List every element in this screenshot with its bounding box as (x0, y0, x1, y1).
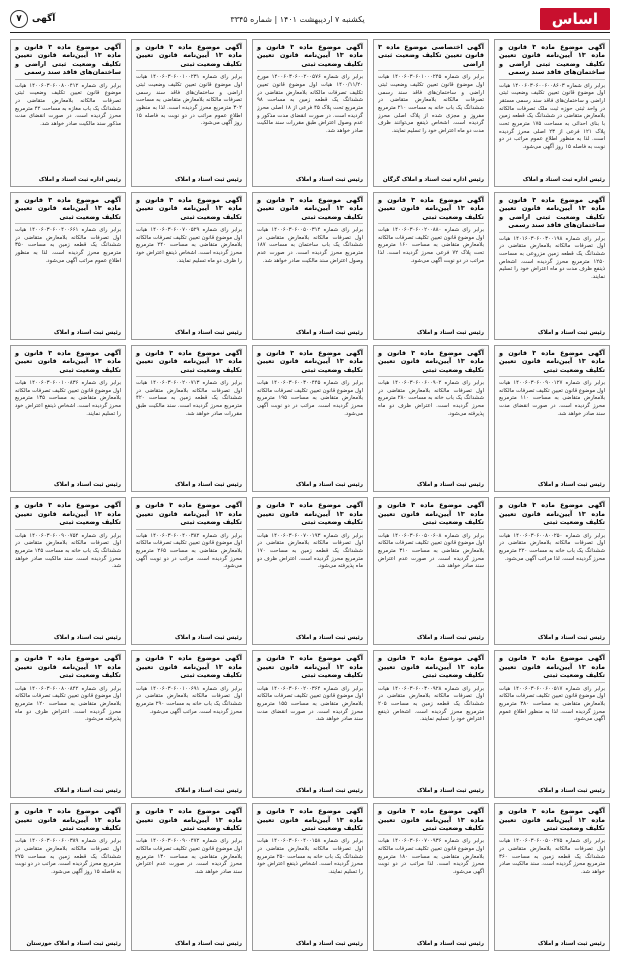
notice-signature: رئیس ثبت اسناد و املاک (537, 635, 605, 642)
legal-notice (131, 192, 247, 340)
legal-notice (373, 497, 489, 645)
notice-signature: رئیس اداره ثبت اسناد و املاک (38, 176, 121, 183)
notice-body: برابر رای شماره ۱۴۰۰۶۰۳۰۶۰۰۵۰۰۲۷۵ هیات اول تصرفات مالکانه بلامعارض متقاضی در ششدانگ یک قطعه زمین به مساحت ۳۶۰ مترمربع محرز گردیده است. سند مالکیت صادر خواهد شد. (499, 838, 605, 876)
notice-signature: رئیس ثبت اسناد و املاک (416, 788, 484, 795)
notice-signature: رئیس ثبت اسناد و املاک (537, 329, 605, 336)
notice-title: آگهی موضوع ماده ۳ قانون و ماده ۱۳ آیین‌نامه قانون تعیین تکلیف وضعیت ثبتی (257, 501, 363, 529)
notice-signature: رئیس اداره ثبت اسناد و املاک (522, 176, 605, 183)
legal-notice (10, 39, 126, 187)
legal-notice (10, 345, 126, 493)
section-title: آگهی (32, 14, 56, 24)
notice-body: برابر رای شماره ۱۴۰۰۶۰۳۰۶۰۰۴۰۰۶۶۱ هیات اول تصرفات مالکانه بلامعارض متقاضی در ششدانگ یک قطعه زمین به مساحت ۳۵۰ مترمربع محرز گردیده است. لذا به منظور اطلاع عموم مراتب آگهی می‌شود. (15, 227, 121, 264)
notice-signature: رئیس اداره ثبت اسناد و املاک گرگان (382, 176, 484, 183)
notice-signature: رئیس ثبت اسناد و املاک (295, 176, 363, 183)
notice-title: آگهی موضوع ماده ۳ قانون و ماده ۱۳ آیین‌نامه قانون تعیین تکلیف وضعیت ثبتی (15, 654, 121, 682)
legal-notice (494, 803, 610, 951)
legal-notice (131, 39, 247, 187)
notice-body: برابر رای شماره ۱۴۰۰۶۰۳۰۶۰۰۴۰۰۳۸۲ هیات اول موضوع قانون تعیین تکلیف تصرفات مالکانه بلامعارض متقاضی به مساحت ۲۶۵ مترمربع محرز گردیده است. مراتب در دو نوبت آگهی می‌شود. (136, 532, 242, 570)
notice-body: برابر رای شماره ۱۴۰۱۶۰۳۰۶۰۰۳۰۰۱۹۸ هیات اول تصرفات مالکانه بلامعارض متقاضی در ششدانگ یک قطعه زمین مزروعی به مساحت ۱۲۵۰ مترمربع محرز گردیده است. اشخاص ذینفع ظرف مدت دو ماه اعتراض خود را تسلیم نمایند. (499, 235, 605, 280)
notice-body: برابر رای شماره ۱۴۰۰۶۰۳۰۶۰۱۰۰۰۲۴۵ هیات اول موضوع قانون تعیین تکلیف وضعیت ثبتی اراضی و ساختمان‌های فاقد سند رسمی تصرفات مالکانه بلامعارض متقاضی در ششدانگ یک باب خانه به مساحت ۲۱۰ مترمربع مفروز و مجزی شده از پلاک اصلی محرز گردیده است. اشخاص ذینفع می‌توانند ظرف مدت دو ماه اعتراض خود را تسلیم نمایند. (378, 74, 484, 135)
notices-grid (10, 39, 610, 951)
notice-signature: رئیس ثبت اسناد و املاک (537, 788, 605, 795)
notice-signature: رئیس ثبت اسناد و املاک (53, 482, 121, 489)
notice-body: برابر رای شماره ۱۴۰۰۶۰۳۰۶۰۰۹۰۰۱۲۷ هیات اول موضوع قانون تعیین تکلیف تصرفات مالکانه بلامعارض متقاضی به مساحت ۱۱۰ مترمربع محرز گردیده است. در صورت انقضای مدت سند صادر خواهد شد. (499, 379, 605, 417)
notice-title: آگهی موضوع ماده ۳ قانون و ماده ۱۳ آیین‌نامه قانون تعیین تکلیف وضعیت ثبتی (257, 43, 363, 71)
notice-signature: رئیس ثبت اسناد و املاک (53, 635, 121, 642)
issue-info: یکشنبه ۷ اردیبهشت ۱۴۰۱ | شماره ۳۳۴۵ (230, 14, 365, 24)
legal-notice (131, 650, 247, 798)
notice-signature: رئیس ثبت اسناد و املاک (53, 329, 121, 336)
legal-notice (494, 39, 610, 187)
notice-body: برابر رای شماره ۱۴۰۰۶۰۳۰۶۰۰۵۰۰۳۱۴ هیات اول تصرفات مالکانه بلامعارض متقاضی در ششدانگ یک باب ساختمان به مساحت ۱۸۷ مترمربع محرز گردیده است. در صورت عدم وصول اعتراض سند مالکیت صادر خواهد شد. (257, 227, 363, 264)
legal-notice (373, 39, 489, 187)
legal-notice (494, 345, 610, 493)
notice-body: برابر رای شماره ۱۴۰۰۶۰۳۰۶۰۰۲۰۰۵۷۶ مورخ ۱۴۰۰/۱۱/۲۰ هیات اول موضوع قانون تعیین تکلیف تصرفات مالکانه بلامعارض متقاضی در ششدانگ یک قطعه زمین به مساحت ۹۸ مترمربع تحت پلاک ۴۵ فرعی از ۱۸ اصلی محرز گردیده است. در صورت انقضای مدت مذکور و عدم وصول اعتراض طبق مقررات سند مالکیت صادر خواهد شد. (257, 74, 363, 135)
legal-notice (373, 192, 489, 340)
legal-notice (252, 497, 368, 645)
legal-notice (252, 192, 368, 340)
notice-title: آگهی موضوع ماده ۳ قانون و ماده ۱۳ آیین‌نامه قانون تعیین تکلیف وضعیت ثبتی (15, 807, 121, 835)
legal-notice (10, 192, 126, 340)
notice-title: آگهی موضوع ماده ۳ قانون و ماده ۱۳ آیین‌نامه قانون تعیین تکلیف وضعیت ثبتی (136, 501, 242, 529)
notice-title: آگهی موضوع ماده ۳ قانون و ماده ۱۳ آیین‌نامه قانون تعیین تکلیف وضعیت ثبتی (15, 196, 121, 224)
notice-body: برابر رای شماره ۱۴۰۰۶۰۳۰۶۰۰۷۰۰۵۲۹ هیات اول موضوع قانون تعیین تکلیف تصرفات مالکانه بلامعارض متقاضی به مساحت ۲۴۰ مترمربع محرز گردیده است. اشخاص ذینفع اعتراض خود را ظرف دو ماه تسلیم نمایند. (136, 227, 242, 264)
notice-signature: رئیس ثبت اسناد و املاک (295, 482, 363, 489)
notice-body: برابر رای شماره ۱۴۰۰۶۰۳۰۶۰۰۵۰۰۶۰۸ هیات اول موضوع قانون تعیین تکلیف تصرفات مالکانه بلامعارض متقاضی به مساحت ۳۱۰ مترمربع محرز گردیده است. در صورت عدم اعتراض سند صادر خواهد شد. (378, 532, 484, 570)
notice-title: آگهی موضوع ماده ۳ قانون و ماده ۱۳ آیین‌نامه قانون تعیین تکلیف وضعیت ثبتی (257, 807, 363, 835)
notice-body: برابر رای شماره ۱۴۰۰۶۰۳۰۶۰۰۸۰۰۲۵۰ هیات اول تصرفات مالکانه بلامعارض متقاضی در ششدانگ یک باب خانه به مساحت ۲۲۰ مترمربع محرز گردیده است. لذا مراتب آگهی می‌شود. (499, 532, 605, 562)
notice-body: برابر رای شماره ۱۴۰۰۶۰۳۰۶۰۰۶۰۰۳۸۹ هیات اول تصرفات مالکانه بلامعارض متقاضی در ششدانگ یک قطعه زمین به مساحت ۲۷۵ مترمربع محرز گردیده است. مراتب در دو نوبت به فاصله ۱۵ روز آگهی می‌شود. (15, 838, 121, 876)
legal-notice (373, 803, 489, 951)
notice-title: آگهی موضوع ماده ۳ قانون و ماده ۱۳ آیین‌نامه قانون تعیین تکلیف وضعیت ثبتی (499, 654, 605, 682)
notice-title: آگهی موضوع ماده ۳ قانون و ماده ۱۳ آیین‌نامه قانون تعیین تکلیف وضعیت ثبتی (378, 196, 484, 224)
notice-body: برابر رای شماره ۱۴۰۰۶۰۳۰۶۰۰۴۰۰۱۵۸ هیات اول تصرفات مالکانه بلامعارض متقاضی در ششدانگ یک باب خانه به مساحت ۲۵۰ مترمربع محرز گردیده است. اشخاص ذینفع اعتراض خود را تسلیم نمایند. (257, 838, 363, 876)
notice-title: آگهی موضوع ماده ۳ قانون و ماده ۱۳ آیین‌نامه قانون تعیین تکلیف وضعیت ثبتی (15, 349, 121, 377)
notice-signature: رئیس ثبت اسناد و املاک (174, 329, 242, 336)
legal-notice (10, 803, 126, 951)
legal-notice (131, 345, 247, 493)
notice-title: آگهی موضوع ماده ۳ قانون و ماده ۱۳ آیین‌نامه قانون تعیین تکلیف وضعیت ثبتی (136, 807, 242, 835)
newspaper-logo: اساس (540, 8, 610, 30)
page-number: ۷ (10, 10, 28, 28)
notice-signature: رئیس ثبت اسناد و املاک (295, 635, 363, 642)
notice-title: آگهی موضوع ماده ۳ قانون و ماده ۱۳ آیین‌نامه قانون تعیین تکلیف وضعیت ثبتی اراضی و ساختمان‌های فاقد سند رسمی (499, 43, 605, 80)
notice-body: برابر رای شماره ۱۴۰۰۶۰۳۰۶۰۰۱۰۰۶۹۱ هیات اول تصرفات مالکانه بلامعارض متقاضی در ششدانگ یک باب خانه به مساحت ۲۹۰ مترمربع محرز گردیده است. مراتب آگهی می‌شود. (136, 685, 242, 715)
notice-body: برابر رای شماره ۱۴۰۰۶۰۳۰۶۰۰۶۰۰۸۶۰۳ هیات اول موضوع قانون تعیین تکلیف وضعیت ثبتی اراضی و ساختمان‌های فاقد سند رسمی مستقر در واحد ثبتی حوزه ثبت ملک تصرفات مالکانه بلامعارض متقاضی در ششدانگ یک قطعه زمین با بنای احداثی به مساحت ۱۷۵ مترمربع تحت پلاک ۱۲۱ فرعی از ۲۳ اصلی محرز گردیده است. لذا به منظور اطلاع عموم مراتب در دو نوبت به فاصله ۱۵ روز آگهی می‌شود. (499, 82, 605, 151)
legal-notice (252, 39, 368, 187)
notice-signature: رئیس ثبت اسناد و املاک (174, 482, 242, 489)
notice-title: آگهی موضوع ماده ۳ قانون و ماده ۱۳ آیین‌نامه قانون تعیین تکلیف وضعیت ثبتی (499, 807, 605, 835)
section-label (10, 10, 55, 28)
notice-title: آگهی موضوع ماده ۳ قانون و ماده ۱۳ آیین‌نامه قانون تعیین تکلیف وضعیت ثبتی (136, 196, 242, 224)
notice-title: آگهی موضوع ماده ۳ قانون و ماده ۱۳ آیین‌نامه قانون تعیین تکلیف وضعیت ثبتی اراضی و ساختمان‌های فاقد سند رسمی (15, 43, 121, 80)
notice-signature: رئیس ثبت اسناد و املاک (295, 788, 363, 795)
notice-signature: رئیس ثبت اسناد و املاک (174, 788, 242, 795)
notice-body: برابر رای شماره ۱۴۰۰۶۰۳۰۶۰۰۲۰۰۸۸۰ هیات اول موضوع قانون تعیین تکلیف تصرفات مالکانه بلامعارض متقاضی به مساحت ۱۶۰ مترمربع تحت پلاک ۷۲ فرعی محرز گردیده است. لذا مراتب در دو نوبت آگهی می‌شود. (378, 227, 484, 264)
legal-notice (131, 803, 247, 951)
notice-body: برابر رای شماره ۱۴۰۰۶۰۳۰۶۰۰۸۰۰۸۴۲ هیات اول موضوع قانون تعیین تکلیف تصرفات مالکانه بلامعارض متقاضی به مساحت ۱۲۰ مترمربع محرز گردیده است. اعتراض ظرف دو ماه پذیرفته می‌شود. (15, 685, 121, 723)
legal-notice (252, 650, 368, 798)
notice-signature: رئیس ثبت اسناد و املاک (174, 635, 242, 642)
notice-signature: رئیس ثبت اسناد و املاک (174, 940, 242, 947)
notice-signature: رئیس ثبت اسناد و املاک (416, 329, 484, 336)
notice-title: آگهی موضوع ماده ۳ قانون و ماده ۱۳ آیین‌نامه قانون تعیین تکلیف وضعیت ثبتی (378, 349, 484, 377)
notice-signature: رئیس ثبت اسناد و املاک (416, 635, 484, 642)
notice-body: برابر رای شماره ۱۴۰۰۶۰۳۰۶۰۰۹۰۰۷۵۴ هیات اول تصرفات مالکانه بلامعارض متقاضی در ششدانگ یک باب خانه به مساحت ۱۴۵ مترمربع محرز گردیده است. سند مالکیت صادر خواهد شد. (15, 532, 121, 570)
notice-title: آگهی موضوع ماده ۳ قانون و ماده ۱۳ آیین‌نامه قانون تعیین تکلیف وضعیت ثبتی (257, 196, 363, 224)
notice-signature: رئیس ثبت اسناد و املاک (295, 940, 363, 947)
notice-body: برابر رای شماره ۱۴۰۰۶۰۳۰۶۰۰۳۰۰۹۲۸ هیات اول تصرفات مالکانه بلامعارض متقاضی در ششدانگ یک قطعه زمین به مساحت ۲۰۵ مترمربع محرز گردیده است. اشخاص ذینفع اعتراض خود را تسلیم نمایند. (378, 685, 484, 723)
legal-notice (252, 345, 368, 493)
notice-body: برابر رای شماره ۱۴۰۰۶۰۳۰۶۰۰۶۰۰۹۰۲ هیات اول تصرفات مالکانه بلامعارض متقاضی در ششدانگ یک باب خانه به مساحت ۲۸۰ مترمربع محرز گردیده است. اعتراض ظرف دو ماه پذیرفته می‌شود. (378, 379, 484, 417)
notice-body: برابر رای شماره ۱۴۰۰۶۰۳۰۶۰۰۸۰۰۴۱۲ هیات موضوع قانون تعیین تکلیف وضعیت ثبتی تصرفات مالکانه بلامعارض متقاضی در ششدانگ یک باب مغازه به مساحت ۴۲ مترمربع محرز گردیده است. در صورت انقضای مدت مذکور سند مالکیت صادر خواهد شد. (15, 82, 121, 128)
notice-body: برابر رای شماره ۱۴۰۰۶۰۳۰۶۰۰۲۰۰۷۱۳ هیات اول تصرفات مالکانه بلامعارض متقاضی در ششدانگ یک قطعه زمین به مساحت ۴۲۰ مترمربع محرز گردیده است. سند مالکیت طبق مقررات صادر خواهد شد. (136, 379, 242, 417)
notice-signature: رئیس ثبت اسناد و املاک (416, 940, 484, 947)
notice-title: آگهی موضوع ماده ۳ قانون و ماده ۱۳ آیین‌نامه قانون تعیین تکلیف وضعیت ثبتی (136, 43, 242, 71)
notice-body: برابر رای شماره ۱۴۰۰۶۰۳۰۶۰۰۶۰۰۵۱۷ هیات اول موضوع قانون تعیین تکلیف تصرفات مالکانه بلامعارض متقاضی به مساحت ۳۸۰ مترمربع محرز گردیده است. لذا به منظور اطلاع عموم آگهی می‌شود. (499, 685, 605, 723)
notice-body: برابر رای شماره ۱۴۰۰۶۰۳۰۶۰۰۱۰۰۸۳۶ هیات اول موضوع قانون تعیین تکلیف تصرفات مالکانه بلامعارض متقاضی به مساحت ۱۳۵ مترمربع محرز گردیده است. اشخاص ذینفع اعتراض خود را تسلیم نمایند. (15, 379, 121, 417)
notice-signature: رئیس ثبت اسناد و املاک (53, 788, 121, 795)
notice-title: آگهی اختصاصی موضوع ماده ۳ قانون تعیین تکلیف وضعیت ثبتی اراضی (378, 43, 484, 71)
notice-body: برابر رای شماره ۱۴۰۰۶۰۳۰۶۰۰۱۰۰۲۳۱ هیات اول موضوع قانون تعیین تکلیف وضعیت ثبتی اراضی و ساختمان‌های فاقد سند رسمی تصرفات مالکانه بلامعارض متقاضی به مساحت ۳۰۲ مترمربع محرز گردیده است. لذا به منظور اطلاع عموم مراتب در دو نوبت به فاصله ۱۵ روز آگهی می‌شود. (136, 74, 242, 127)
notice-signature: رئیس ثبت اسناد و املاک (537, 940, 605, 947)
notice-body: برابر رای شماره ۱۴۰۰۶۰۳۰۶۰۰۹۰۰۴۷۲ هیات اول موضوع قانون تعیین تکلیف تصرفات مالکانه بلامعارض متقاضی به مساحت ۱۳۰ مترمربع محرز گردیده است. در صورت عدم اعتراض سند صادر خواهد شد. (136, 838, 242, 876)
notice-body: برابر رای شماره ۱۴۰۰۶۰۳۰۶۰۰۳۰۰۴۴۵ هیات اول موضوع قانون تعیین تکلیف تصرفات مالکانه بلامعارض متقاضی به مساحت ۱۹۵ مترمربع محرز گردیده است. مراتب در دو نوبت آگهی می‌شود. (257, 379, 363, 417)
legal-notice (10, 650, 126, 798)
notice-title: آگهی موضوع ماده ۳ قانون و ماده ۱۳ آیین‌نامه قانون تعیین تکلیف وضعیت ثبتی (499, 349, 605, 377)
legal-notice (10, 497, 126, 645)
notice-title: آگهی موضوع ماده ۳ قانون و ماده ۱۳ آیین‌نامه قانون تعیین تکلیف وضعیت ثبتی اراضی و ساختمان‌های فاقد سند رسمی (499, 196, 605, 233)
notice-body: برابر رای شماره ۱۴۰۰۶۰۳۰۶۰۰۷۰۰۱۹۳ هیات اول تصرفات مالکانه بلامعارض متقاضی در ششدانگ یک قطعه زمین به مساحت ۱۷۰ مترمربع محرز گردیده است. اعتراض ظرف دو ماه پذیرفته می‌شود. (257, 532, 363, 570)
legal-notice (494, 650, 610, 798)
legal-notice (252, 803, 368, 951)
notice-signature: رئیس ثبت اسناد و املاک (537, 482, 605, 489)
notice-signature: رئیس ثبت اسناد و املاک (295, 329, 363, 336)
notice-title: آگهی موضوع ماده ۳ قانون و ماده ۱۳ آیین‌نامه قانون تعیین تکلیف وضعیت ثبتی (499, 501, 605, 529)
notice-signature: رئیس ثبت اسناد و املاک خوزستان (26, 940, 121, 947)
legal-notice (373, 650, 489, 798)
notice-body: برابر رای شماره ۱۴۰۰۶۰۳۰۶۰۰۲۰۰۳۶۴ هیات اول موضوع قانون تعیین تکلیف تصرفات مالکانه بلامعارض متقاضی به مساحت ۱۵۵ مترمربع محرز گردیده است. در صورت انقضای مدت سند صادر خواهد شد. (257, 685, 363, 723)
notice-title: آگهی موضوع ماده ۳ قانون و ماده ۱۳ آیین‌نامه قانون تعیین تکلیف وضعیت ثبتی (378, 501, 484, 529)
masthead (10, 6, 610, 33)
legal-notice (494, 192, 610, 340)
legal-notice (373, 345, 489, 493)
legal-notice (131, 497, 247, 645)
notice-title: آگهی موضوع ماده ۳ قانون و ماده ۱۳ آیین‌نامه قانون تعیین تکلیف وضعیت ثبتی (136, 654, 242, 682)
notice-title: آگهی موضوع ماده ۳ قانون و ماده ۱۳ آیین‌نامه قانون تعیین تکلیف وضعیت ثبتی (378, 654, 484, 682)
notice-title: آگهی موضوع ماده ۳ قانون و ماده ۱۳ آیین‌نامه قانون تعیین تکلیف وضعیت ثبتی (378, 807, 484, 835)
notice-title: آگهی موضوع ماده ۳ قانون و ماده ۱۳ آیین‌نامه قانون تعیین تکلیف وضعیت ثبتی (15, 501, 121, 529)
notice-signature: رئیس ثبت اسناد و املاک (416, 482, 484, 489)
notice-signature: رئیس ثبت اسناد و املاک (174, 176, 242, 183)
notice-title: آگهی موضوع ماده ۳ قانون و ماده ۱۳ آیین‌نامه قانون تعیین تکلیف وضعیت ثبتی (257, 349, 363, 377)
notice-title: آگهی موضوع ماده ۳ قانون و ماده ۱۳ آیین‌نامه قانون تعیین تکلیف وضعیت ثبتی (257, 654, 363, 682)
notice-body: برابر رای شماره ۱۴۰۰۶۰۳۰۶۰۰۷۰۰۹۳۶ هیات اول موضوع قانون تعیین تکلیف تصرفات مالکانه بلامعارض متقاضی به مساحت ۱۸۰ مترمربع محرز گردیده است. لذا مراتب در دو نوبت آگهی می‌شود. (378, 838, 484, 876)
legal-notice (494, 497, 610, 645)
notice-title: آگهی موضوع ماده ۳ قانون و ماده ۱۳ آیین‌نامه قانون تعیین تکلیف وضعیت ثبتی (136, 349, 242, 377)
